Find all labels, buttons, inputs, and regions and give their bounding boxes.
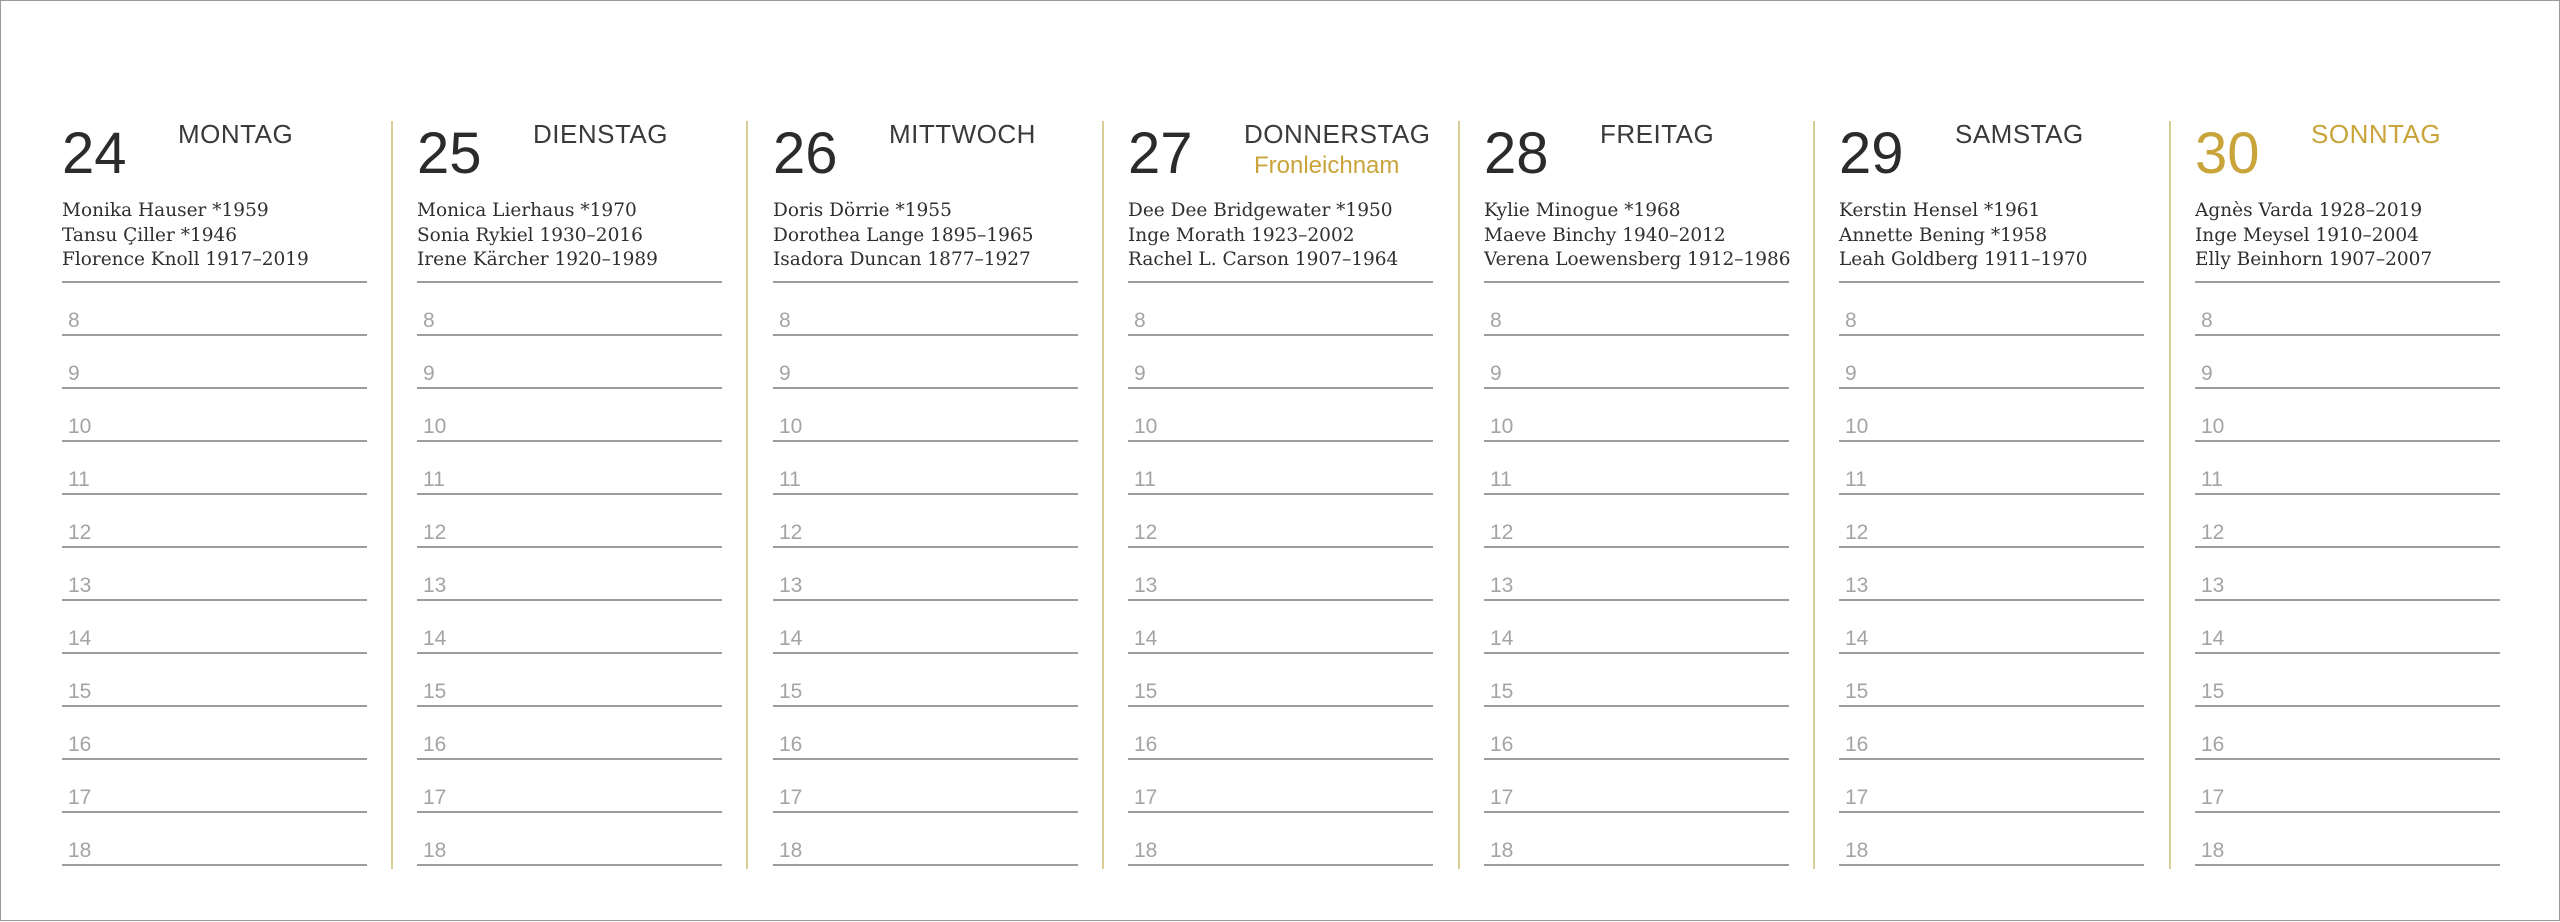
hour-label: 11 bbox=[1490, 468, 1512, 491]
birthday-entry: Rachel L. Carson 1907–1964 bbox=[1128, 249, 1399, 270]
hour-slot[interactable] bbox=[773, 601, 1078, 654]
hour-label: 14 bbox=[1845, 627, 1869, 650]
hour-slots bbox=[417, 283, 722, 866]
hour-slot[interactable] bbox=[2195, 548, 2500, 601]
hour-label: 14 bbox=[2201, 627, 2225, 650]
hour-label: 11 bbox=[1845, 468, 1867, 491]
hour-slot[interactable] bbox=[62, 548, 367, 601]
hour-label: 17 bbox=[779, 786, 803, 809]
hour-slot[interactable] bbox=[1484, 442, 1789, 495]
day-number: 25 bbox=[417, 121, 482, 186]
hour-label: 12 bbox=[423, 521, 447, 544]
hour-slots bbox=[1839, 283, 2144, 866]
hour-label: 8 bbox=[1490, 309, 1502, 332]
hour-slot[interactable] bbox=[62, 442, 367, 495]
hour-label: 8 bbox=[1845, 309, 1857, 332]
hour-label: 12 bbox=[2201, 521, 2225, 544]
hour-label: 12 bbox=[1134, 521, 1158, 544]
hour-label: 11 bbox=[68, 468, 90, 491]
hour-slot[interactable] bbox=[2195, 389, 2500, 442]
hour-label: 14 bbox=[1134, 627, 1158, 650]
hour-slot[interactable] bbox=[773, 283, 1078, 336]
hour-label: 9 bbox=[423, 362, 435, 385]
hour-slot[interactable] bbox=[1128, 442, 1433, 495]
hour-label: 8 bbox=[423, 309, 435, 332]
hour-slots bbox=[773, 283, 1078, 866]
holiday-label: Fronleichnam bbox=[1254, 152, 1400, 179]
birthday-entry: Kylie Minogue *1968 bbox=[1484, 200, 1681, 221]
hour-slot[interactable] bbox=[773, 654, 1078, 707]
hour-slot[interactable] bbox=[1128, 601, 1433, 654]
hour-label: 12 bbox=[1490, 521, 1514, 544]
day-column-sunday bbox=[2134, 119, 2490, 871]
hour-slot[interactable] bbox=[2195, 442, 2500, 495]
day-number: 26 bbox=[773, 121, 838, 186]
hour-slot[interactable] bbox=[417, 283, 722, 336]
hour-slot[interactable] bbox=[62, 654, 367, 707]
birthday-list bbox=[2195, 199, 2500, 273]
day-number: 29 bbox=[1839, 121, 1904, 186]
hour-label: 9 bbox=[1490, 362, 1502, 385]
birthday-entry: Dorothea Lange 1895–1965 bbox=[773, 224, 1034, 246]
hour-label: 9 bbox=[1845, 362, 1857, 385]
hour-slot[interactable] bbox=[1484, 707, 1789, 760]
hour-label: 12 bbox=[1845, 521, 1869, 544]
hour-label: 15 bbox=[1845, 680, 1869, 703]
day-column-wednesday bbox=[712, 119, 1068, 871]
hour-label: 17 bbox=[1845, 786, 1869, 809]
hour-slot[interactable] bbox=[1484, 495, 1789, 548]
hour-slots bbox=[1128, 283, 1433, 866]
day-number: 24 bbox=[62, 121, 127, 186]
hour-slot[interactable] bbox=[1484, 283, 1789, 336]
birthday-entry: Inge Morath 1923–2002 bbox=[1128, 224, 1355, 246]
birthday-entry: Florence Knoll 1917–2019 bbox=[62, 249, 309, 270]
hour-label: 11 bbox=[2201, 468, 2223, 491]
hour-slot[interactable] bbox=[773, 760, 1078, 813]
hour-slots bbox=[1484, 283, 1789, 866]
hour-slot[interactable] bbox=[1839, 813, 2144, 866]
hour-slot[interactable] bbox=[1128, 495, 1433, 548]
hour-label: 16 bbox=[1134, 733, 1158, 756]
hour-label: 10 bbox=[1490, 415, 1514, 438]
hour-slot[interactable] bbox=[2195, 495, 2500, 548]
hour-label: 13 bbox=[1134, 574, 1158, 597]
hour-label: 18 bbox=[1845, 839, 1869, 862]
hour-slot[interactable] bbox=[2195, 601, 2500, 654]
hour-label: 18 bbox=[423, 839, 447, 862]
hour-label: 8 bbox=[779, 309, 791, 332]
hour-label: 13 bbox=[1490, 574, 1514, 597]
hour-slot[interactable] bbox=[2195, 707, 2500, 760]
day-column-thursday bbox=[1067, 119, 1431, 871]
hour-label: 16 bbox=[423, 733, 447, 756]
hour-label: 13 bbox=[779, 574, 803, 597]
hour-label: 16 bbox=[68, 733, 92, 756]
hour-slot[interactable] bbox=[1839, 548, 2144, 601]
hour-slot[interactable] bbox=[1839, 283, 2144, 336]
hour-slot[interactable] bbox=[1484, 601, 1789, 654]
birthday-entry: Sonia Rykiel 1930–2016 bbox=[417, 224, 643, 246]
hour-label: 10 bbox=[2201, 415, 2225, 438]
hour-slot[interactable] bbox=[1839, 601, 2144, 654]
hour-label: 14 bbox=[423, 627, 447, 650]
birthday-list bbox=[1484, 199, 1789, 273]
hour-label: 9 bbox=[68, 362, 80, 385]
hour-label: 12 bbox=[779, 521, 803, 544]
day-number: 27 bbox=[1128, 121, 1193, 186]
hour-slot[interactable] bbox=[773, 548, 1078, 601]
hour-slot[interactable] bbox=[1839, 760, 2144, 813]
hour-label: 11 bbox=[779, 468, 801, 491]
hour-label: 13 bbox=[68, 574, 92, 597]
hour-slot[interactable] bbox=[1484, 389, 1789, 442]
hour-slot[interactable] bbox=[1128, 760, 1433, 813]
hour-label: 18 bbox=[68, 839, 92, 862]
hour-slot[interactable] bbox=[1839, 442, 2144, 495]
birthday-entry: Inge Meysel 1910–2004 bbox=[2195, 224, 2419, 246]
hour-slot[interactable] bbox=[1128, 813, 1433, 866]
hour-label: 17 bbox=[1134, 786, 1158, 809]
hour-slot[interactable] bbox=[62, 389, 367, 442]
hour-slot[interactable] bbox=[1128, 389, 1433, 442]
hour-slot[interactable] bbox=[1128, 707, 1433, 760]
hour-label: 17 bbox=[2201, 786, 2225, 809]
hour-slot[interactable] bbox=[1484, 548, 1789, 601]
hour-slot[interactable] bbox=[1484, 760, 1789, 813]
hour-label: 15 bbox=[68, 680, 92, 703]
hour-slot[interactable] bbox=[62, 495, 367, 548]
birthday-entry: Maeve Binchy 1940–2012 bbox=[1484, 224, 1726, 246]
weekday-name: MONTAG bbox=[178, 119, 294, 149]
birthday-list bbox=[1128, 199, 1433, 273]
hour-slot[interactable] bbox=[1128, 654, 1433, 707]
hour-slot[interactable] bbox=[417, 654, 722, 707]
hour-label: 9 bbox=[779, 362, 791, 385]
hour-label: 18 bbox=[2201, 839, 2225, 862]
hour-slot[interactable] bbox=[417, 495, 722, 548]
birthday-entry: Leah Goldberg 1911–1970 bbox=[1839, 249, 2088, 270]
hour-slot[interactable] bbox=[1128, 283, 1433, 336]
hour-slot[interactable] bbox=[1839, 707, 2144, 760]
birthday-entry: Verena Loewensberg 1912–1986 bbox=[1484, 249, 1791, 270]
hour-slot[interactable] bbox=[62, 283, 367, 336]
weekday-name: SAMSTAG bbox=[1955, 119, 2084, 149]
weekday-name: MITTWOCH bbox=[889, 119, 1036, 149]
birthday-entry: Agnès Varda 1928–2019 bbox=[2195, 200, 2423, 221]
hour-label: 8 bbox=[1134, 309, 1146, 332]
birthday-entry: Kerstin Hensel *1961 bbox=[1839, 200, 2041, 221]
hour-slot[interactable] bbox=[1484, 336, 1789, 389]
hour-slot[interactable] bbox=[2195, 654, 2500, 707]
birthday-entry: Irene Kärcher 1920–1989 bbox=[417, 249, 658, 270]
hour-label: 14 bbox=[68, 627, 92, 650]
birthday-entry: Monika Hauser *1959 bbox=[62, 200, 269, 221]
birthday-entry: Dee Dee Bridgewater *1950 bbox=[1128, 200, 1393, 221]
hour-label: 15 bbox=[779, 680, 803, 703]
birthday-list bbox=[1839, 199, 2144, 273]
birthday-entry: Isadora Duncan 1877–1927 bbox=[773, 249, 1031, 270]
hour-slot[interactable] bbox=[62, 813, 367, 866]
hour-slot[interactable] bbox=[62, 336, 367, 389]
hour-slot[interactable] bbox=[417, 707, 722, 760]
hour-slot[interactable] bbox=[1484, 813, 1789, 866]
hour-label: 10 bbox=[423, 415, 447, 438]
hour-slot[interactable] bbox=[2195, 813, 2500, 866]
hour-label: 16 bbox=[1845, 733, 1869, 756]
birthday-entry: Tansu Çiller *1946 bbox=[62, 224, 238, 246]
hour-slot[interactable] bbox=[417, 336, 722, 389]
hour-label: 17 bbox=[423, 786, 447, 809]
birthday-list bbox=[773, 199, 1078, 273]
hour-label: 12 bbox=[68, 521, 92, 544]
hour-slot[interactable] bbox=[417, 601, 722, 654]
hour-label: 15 bbox=[423, 680, 447, 703]
hour-label: 10 bbox=[1845, 415, 1869, 438]
birthday-list bbox=[62, 199, 367, 273]
hour-slot[interactable] bbox=[773, 442, 1078, 495]
day-column-saturday bbox=[1778, 119, 2134, 871]
hour-label: 18 bbox=[1490, 839, 1514, 862]
hour-slot[interactable] bbox=[62, 760, 367, 813]
hour-slot[interactable] bbox=[417, 548, 722, 601]
hour-label: 10 bbox=[68, 415, 92, 438]
hour-label: 8 bbox=[68, 309, 80, 332]
day-column-monday bbox=[1, 119, 357, 871]
weekday-name: SONNTAG bbox=[2311, 119, 2442, 149]
hour-slot[interactable] bbox=[2195, 283, 2500, 336]
hour-slots bbox=[62, 283, 367, 866]
hour-slot[interactable] bbox=[417, 442, 722, 495]
hour-slot[interactable] bbox=[2195, 336, 2500, 389]
hour-label: 11 bbox=[1134, 468, 1156, 491]
hour-label: 11 bbox=[423, 468, 445, 491]
hour-slot[interactable] bbox=[417, 389, 722, 442]
hour-slot[interactable] bbox=[1839, 495, 2144, 548]
hour-slot[interactable] bbox=[1128, 336, 1433, 389]
birthday-entry: Doris Dörrie *1955 bbox=[773, 200, 952, 221]
hour-label: 18 bbox=[779, 839, 803, 862]
hour-label: 18 bbox=[1134, 839, 1158, 862]
hour-slot[interactable] bbox=[2195, 760, 2500, 813]
weekday-name: DIENSTAG bbox=[533, 119, 668, 149]
hour-label: 13 bbox=[423, 574, 447, 597]
hour-slot[interactable] bbox=[773, 336, 1078, 389]
hour-slot[interactable] bbox=[62, 707, 367, 760]
day-number: 28 bbox=[1484, 121, 1549, 186]
hour-slot[interactable] bbox=[62, 601, 367, 654]
hour-slot[interactable] bbox=[773, 813, 1078, 866]
birthday-entry: Monica Lierhaus *1970 bbox=[417, 200, 637, 221]
hour-label: 16 bbox=[2201, 733, 2225, 756]
hour-label: 13 bbox=[2201, 574, 2225, 597]
hour-slot[interactable] bbox=[1128, 548, 1433, 601]
hour-label: 9 bbox=[1134, 362, 1146, 385]
hour-label: 14 bbox=[1490, 627, 1514, 650]
weekday-name: DONNERSTAG bbox=[1244, 119, 1431, 149]
birthday-entry: Annette Bening *1958 bbox=[1839, 224, 2048, 246]
weekday-name: FREITAG bbox=[1600, 119, 1715, 149]
week-grid bbox=[1, 1, 2560, 922]
hour-label: 8 bbox=[2201, 309, 2213, 332]
hour-label: 14 bbox=[779, 627, 803, 650]
hour-slots bbox=[2195, 283, 2500, 866]
hour-slot[interactable] bbox=[1839, 654, 2144, 707]
hour-slot[interactable] bbox=[773, 495, 1078, 548]
hour-slot[interactable] bbox=[1839, 336, 2144, 389]
hour-label: 9 bbox=[2201, 362, 2213, 385]
hour-slot[interactable] bbox=[773, 389, 1078, 442]
birthday-entry: Elly Beinhorn 1907–2007 bbox=[2195, 249, 2433, 270]
day-column-tuesday bbox=[356, 119, 712, 871]
day-number: 30 bbox=[2195, 121, 2260, 186]
hour-label: 15 bbox=[1490, 680, 1514, 703]
day-column-friday bbox=[1423, 119, 1791, 871]
hour-label: 17 bbox=[68, 786, 92, 809]
hour-label: 17 bbox=[1490, 786, 1514, 809]
hour-label: 15 bbox=[2201, 680, 2225, 703]
hour-label: 16 bbox=[779, 733, 803, 756]
hour-slot[interactable] bbox=[417, 813, 722, 866]
hour-label: 15 bbox=[1134, 680, 1158, 703]
hour-slot[interactable] bbox=[417, 760, 722, 813]
hour-label: 10 bbox=[1134, 415, 1158, 438]
hour-slot[interactable] bbox=[1839, 389, 2144, 442]
hour-label: 13 bbox=[1845, 574, 1869, 597]
hour-slot[interactable] bbox=[773, 707, 1078, 760]
hour-slot[interactable] bbox=[1484, 654, 1789, 707]
hour-label: 10 bbox=[779, 415, 803, 438]
hour-label: 16 bbox=[1490, 733, 1514, 756]
birthday-list bbox=[417, 199, 722, 273]
